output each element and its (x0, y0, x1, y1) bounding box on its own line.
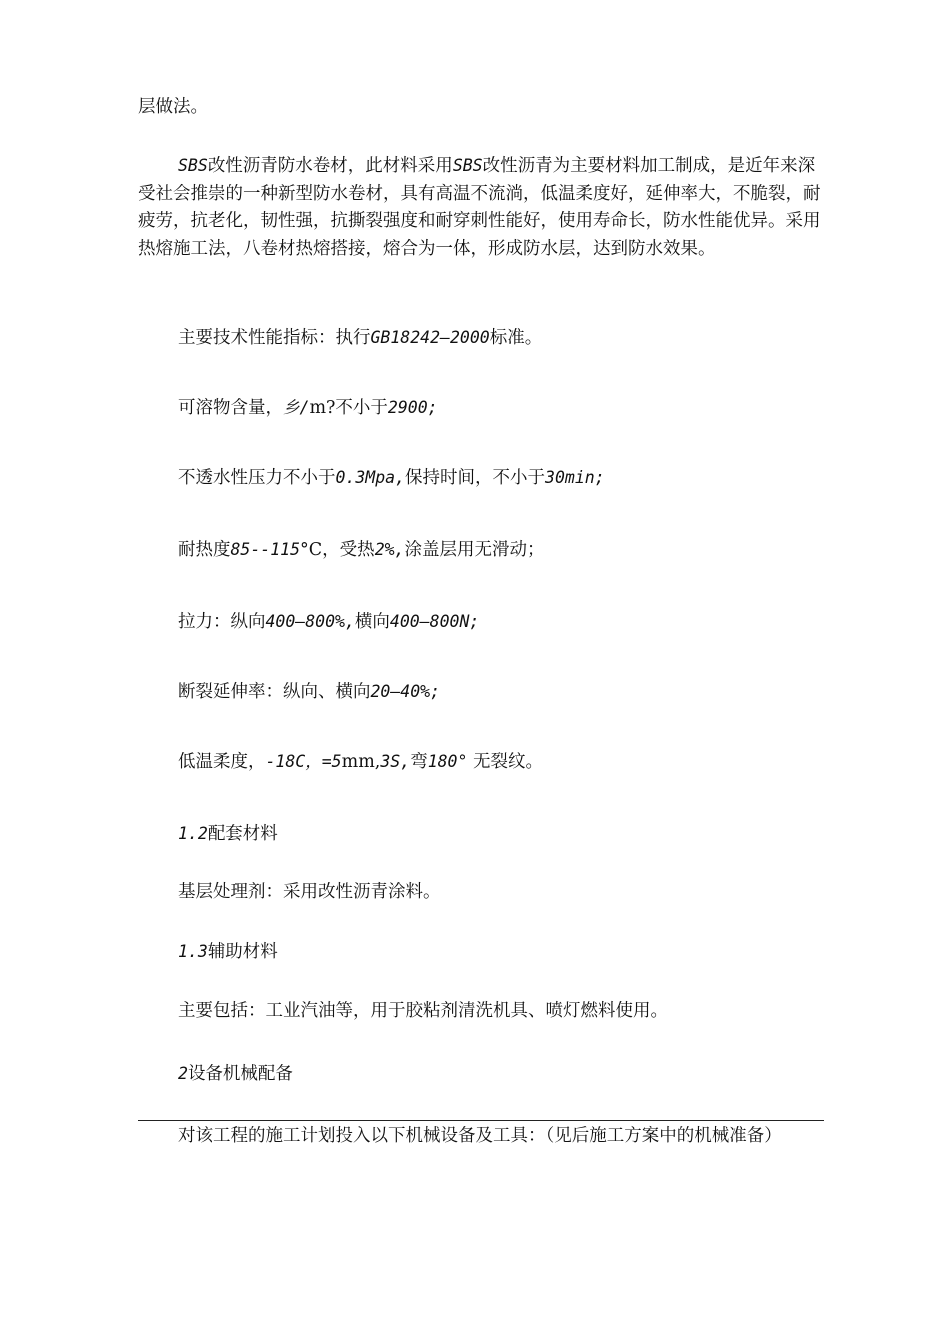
heading-number: 1.2 (178, 824, 208, 843)
paragraph-heat-resistance: 耐热度85--115°C，受热2%,涂盖层用无滑动； (178, 540, 545, 560)
paragraph-impermeability: 不透水性压力不小于0.3Mpa,保持时间，不小于30min; (178, 468, 605, 488)
heading-1-2: 1.2配套材料 (178, 824, 278, 844)
standard-code: GB18242—2000 (370, 328, 490, 347)
paragraph-tensile: 拉力：纵向400—800%,横向400—800N; (178, 612, 480, 632)
paragraph-soluble-content: 可溶物含量，乡/m?不小于2900; (178, 398, 438, 418)
paragraph-equipment: 对该工程的施工计划投入以下机械设备及工具：（见后施工方案中的机械准备） (178, 1126, 782, 1146)
paragraph-standard: 主要技术性能指标：执行GB18242—2000标准。 (178, 328, 543, 348)
paragraph-low-temp: 低温柔度，-18C，=5mm,3S,弯180° 无裂纹。 (178, 752, 543, 772)
heading-number: 1.3 (178, 942, 208, 961)
paragraph-continuation: 层做法。 (138, 97, 208, 117)
horizontal-rule (138, 1120, 824, 1121)
paragraph-auxiliary: 主要包括：工业汽油等，用于胶粘剂清洗机具、喷灯燃料使用。 (178, 1001, 668, 1021)
heading-number: 2 (178, 1064, 188, 1083)
paragraph-primer: 基层处理剂：采用改性沥青涂料。 (178, 882, 441, 902)
heading-2: 2设备机械配备 (178, 1064, 293, 1084)
paragraph-sbs-description: SBS改性沥青防水卷材，此材料采用SBS改性沥青为主要材料加工制成，是近年来深受社会推崇的一种新型防水卷材，具有高温不流淌，低温柔度好，延伸率大，不脆裂，耐疲劳，抗老化，韧性强，抗撕裂强度和耐穿刺性能好，使用寿命长，防水性能优异。采用热熔施工法，八卷材热熔搭接，熔合为一体，形成防水层，达到防水效果。 (138, 156, 821, 259)
sbs-term: SBS (178, 156, 208, 175)
sbs-term-2: SBS (452, 156, 483, 175)
heading-1-3: 1.3辅助材料 (178, 942, 278, 962)
paragraph-elongation: 断裂延伸率：纵向、横向20—40%; (178, 682, 441, 702)
